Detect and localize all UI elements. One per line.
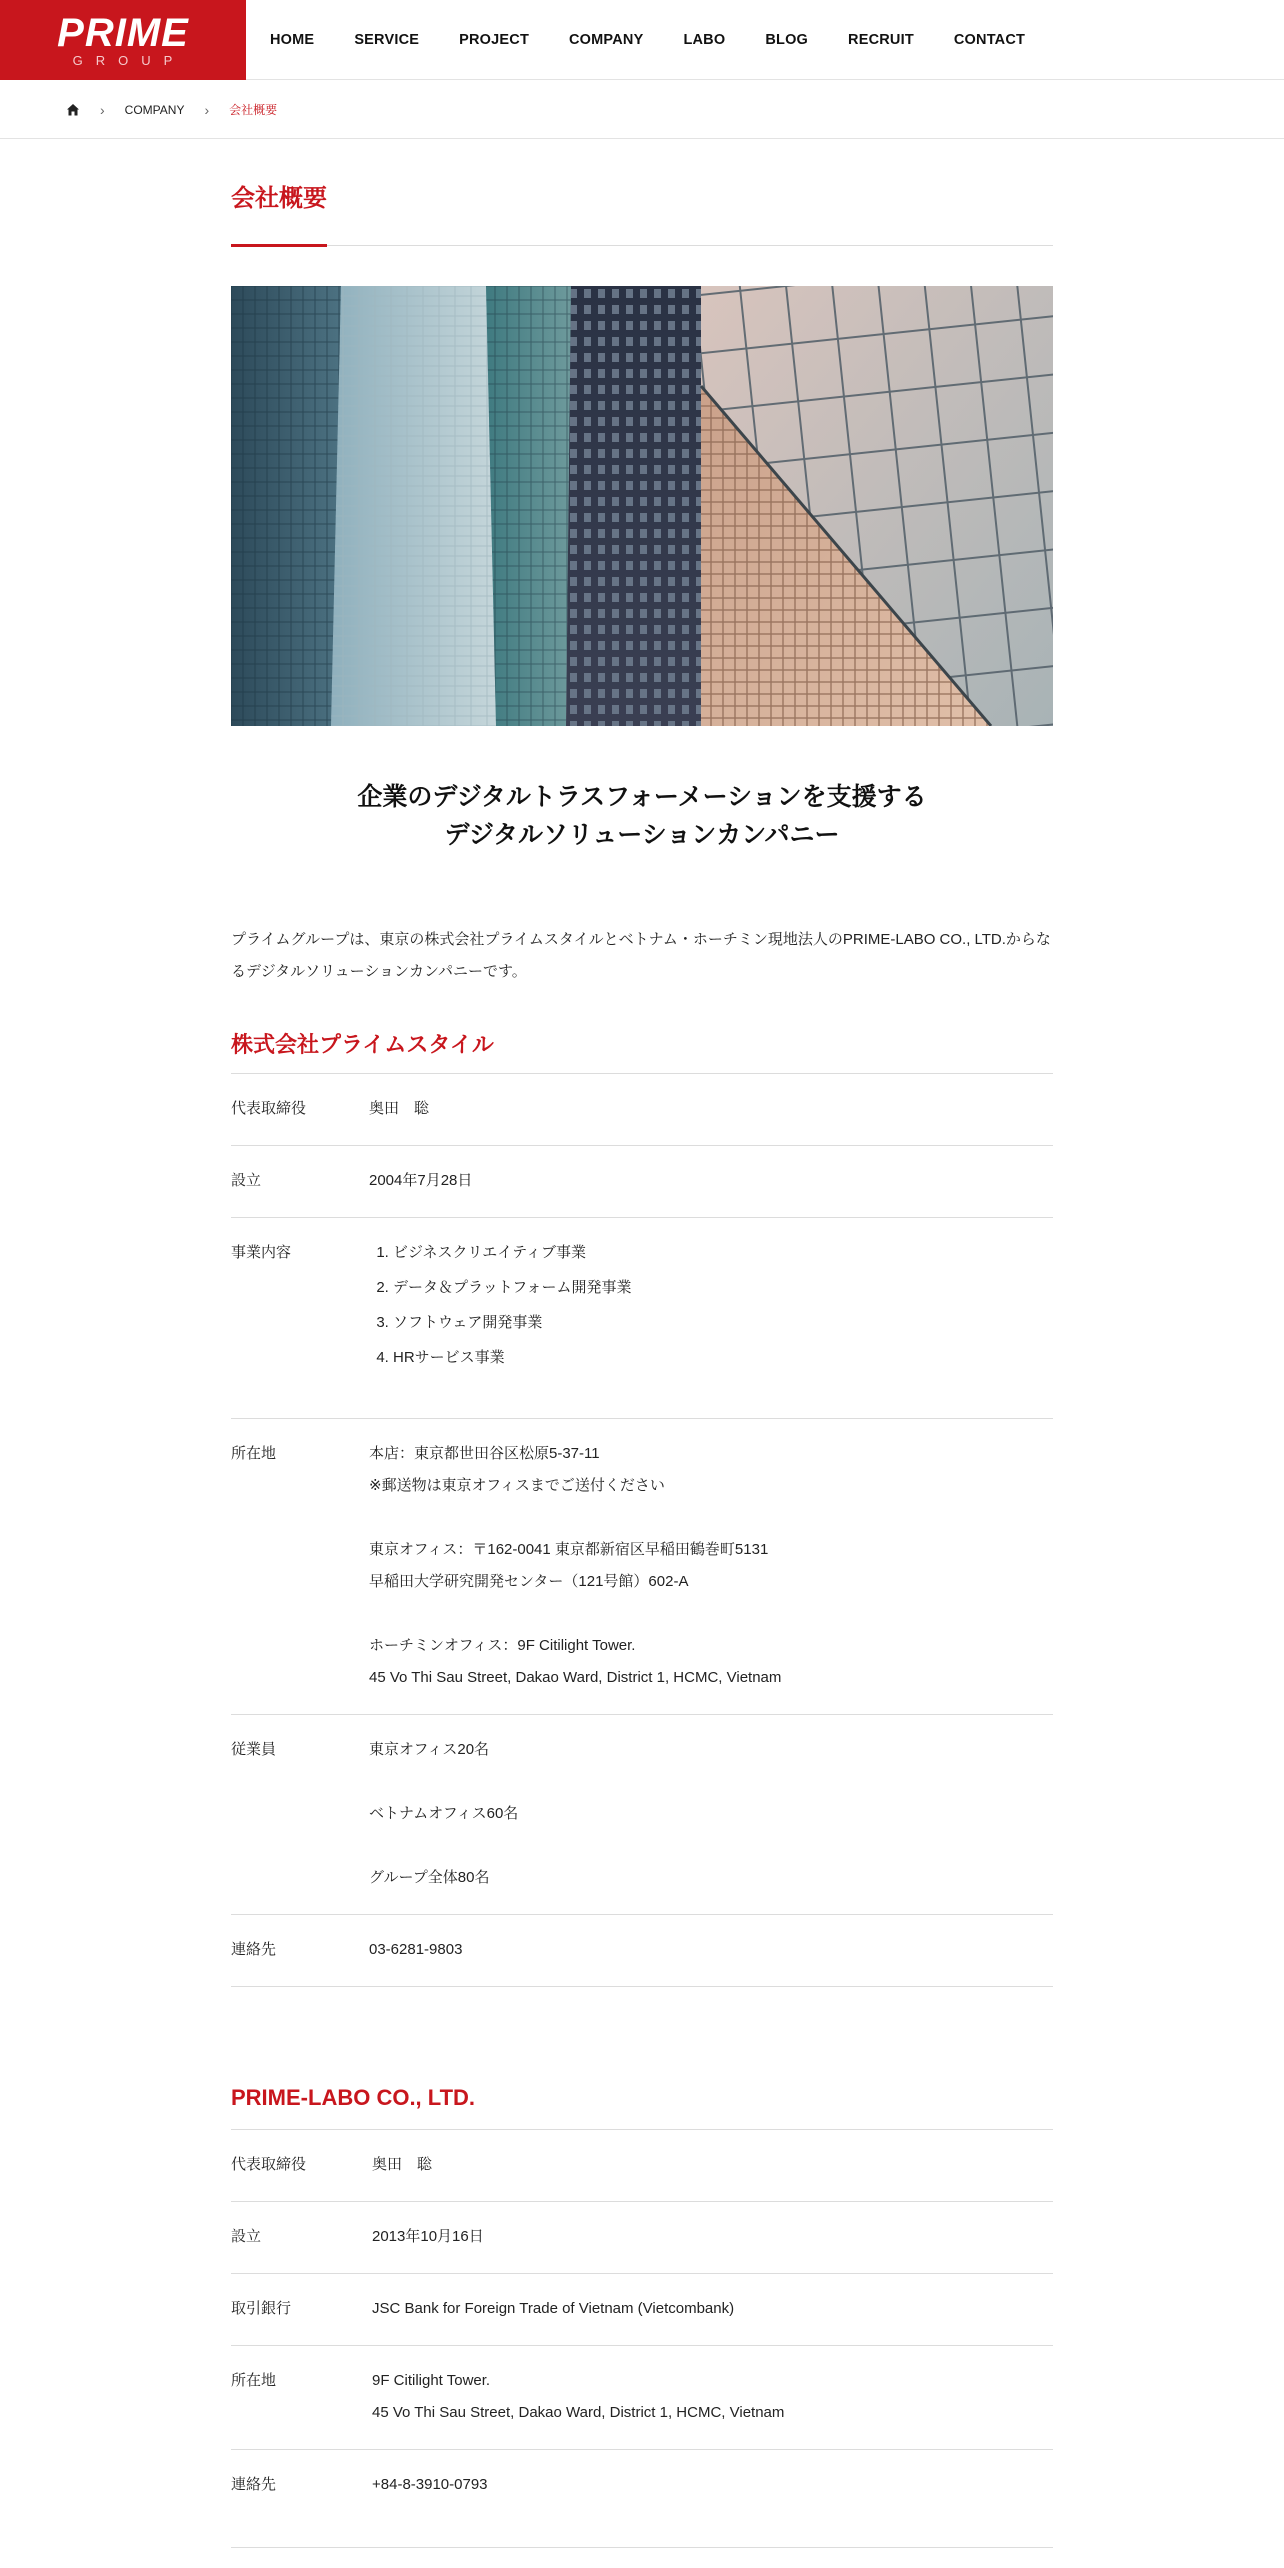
business-list	[369, 1235, 1053, 1375]
nav-recruit[interactable]: RECRUIT	[848, 32, 914, 48]
table-row	[231, 2202, 1053, 2274]
site-logo[interactable]	[0, 0, 246, 80]
row-label: 連絡先	[231, 2476, 277, 2493]
row-value	[369, 1734, 1053, 1894]
row-label: 所在地	[231, 1445, 277, 1462]
table-row	[231, 2450, 1053, 2548]
table-row	[231, 2346, 1053, 2450]
global-nav	[270, 0, 1065, 80]
row-value	[372, 2365, 1053, 2429]
row-label: 所在地	[231, 2372, 277, 2389]
table-row	[231, 1074, 1053, 1146]
address-tokyo-2: 早稲田大学研究開発センター（121号館）602-A	[369, 1573, 689, 1590]
row-label: 事業内容	[231, 1244, 292, 1261]
logo-main-text: PRIME	[57, 10, 189, 55]
nav-project[interactable]: PROJECT	[459, 32, 529, 48]
breadcrumb	[0, 81, 1284, 139]
table-row	[231, 1146, 1053, 1218]
row-value: JSC Bank for Foreign Trade of Vietnam (Vietcombank)	[372, 2300, 735, 2317]
address-hcm-1: ホーチミンオフィス：9F Citilight Tower.	[369, 1637, 636, 1654]
list-item: 1. ビジネスクリエイティブ事業	[393, 1235, 1053, 1270]
table-row	[231, 2130, 1053, 2202]
address-line-1: 9F Citilight Tower.	[372, 2372, 491, 2389]
logo-sub-text: GROUP	[72, 52, 186, 68]
chevron-right-icon: ›	[204, 101, 210, 118]
staff-total: グループ全体80名	[369, 1869, 490, 1886]
table-row	[231, 1915, 1053, 1987]
staff-tokyo: 東京オフィス20名	[369, 1741, 490, 1758]
row-label: 従業員	[231, 1741, 277, 1758]
row-label: 設立	[231, 2228, 262, 2245]
nav-blog[interactable]: BLOG	[765, 32, 809, 48]
table-row	[231, 2274, 1053, 2346]
catch-copy	[231, 778, 1053, 854]
address-hcm-2: 45 Vo Thi Sau Street, Dakao Ward, District 1, HCMC, Vietnam	[369, 1669, 782, 1686]
list-item: 2. データ＆プラットフォーム開発事業	[393, 1270, 1053, 1305]
intro-text: プライムグループは、東京の株式会社プライムスタイルとベトナム・ホーチミン現地法人のPRIME-LABO CO., LTD.からなるデジタルソリューションカンパニーです。	[231, 931, 1051, 980]
company1-title: 株式会社プライムスタイル	[231, 1032, 494, 1057]
row-value: +84-8-3910-0793	[372, 2476, 488, 2493]
row-label: 取引銀行	[231, 2300, 292, 2317]
row-value: 03-6281-9803	[369, 1941, 463, 1958]
address-head: 本店：東京都世田谷区松原5-37-11	[369, 1445, 600, 1462]
company2-title: PRIME-LABO CO., LTD.	[231, 2085, 476, 2110]
row-label: 連絡先	[231, 1941, 277, 1958]
breadcrumb-company-link[interactable]: COMPANY	[124, 102, 185, 117]
table-row	[231, 1715, 1053, 1915]
staff-vietnam: ベトナムオフィス60名	[369, 1805, 519, 1822]
page-title: 会社概要	[231, 185, 327, 212]
nav-labo[interactable]: LABO	[683, 32, 726, 48]
row-value	[369, 1438, 1053, 1694]
home-icon[interactable]	[66, 103, 80, 117]
table-row	[231, 1419, 1053, 1715]
row-label: 代表取締役	[231, 2156, 307, 2173]
breadcrumb-current: 会社概要	[229, 103, 278, 117]
row-value: 2013年10月16日	[372, 2228, 484, 2245]
nav-service[interactable]: SERVICE	[354, 32, 420, 48]
list-item: 3. ソフトウェア開発事業	[393, 1305, 1053, 1340]
address-line-2: 45 Vo Thi Sau Street, Dakao Ward, District 1, HCMC, Vietnam	[372, 2404, 785, 2421]
catch-line-2: デジタルソリューションカンパニー	[444, 821, 840, 849]
table-row	[231, 1218, 1053, 1419]
hero-image	[231, 286, 1053, 726]
catch-line-1: 企業のデジタルトラスフォーメーションを支援する	[357, 783, 927, 811]
row-value: 奥田 聡	[372, 2156, 433, 2173]
site-header	[0, 0, 1284, 80]
row-label: 設立	[231, 1172, 262, 1189]
nav-home[interactable]: HOME	[270, 32, 315, 48]
nav-company[interactable]: COMPANY	[569, 32, 644, 48]
chevron-right-icon: ›	[100, 101, 105, 118]
address-tokyo-1: 東京オフィス：〒162-0041 東京都新宿区早稲田鶴巻町5131	[369, 1541, 769, 1558]
row-value: 奥田 聡	[369, 1100, 430, 1117]
list-item: 4. HRサービス事業	[393, 1340, 1053, 1375]
title-accent-bar	[231, 244, 327, 247]
company1-table	[231, 1073, 1053, 1987]
row-label: 代表取締役	[231, 1100, 307, 1117]
row-value: 2004年7月28日	[369, 1172, 473, 1189]
nav-contact[interactable]: CONTACT	[953, 32, 1026, 48]
address-head-note: ※郵送物は東京オフィスまでご送付ください	[369, 1477, 665, 1494]
company2-table	[231, 2129, 1053, 2548]
title-divider	[231, 245, 1053, 246]
